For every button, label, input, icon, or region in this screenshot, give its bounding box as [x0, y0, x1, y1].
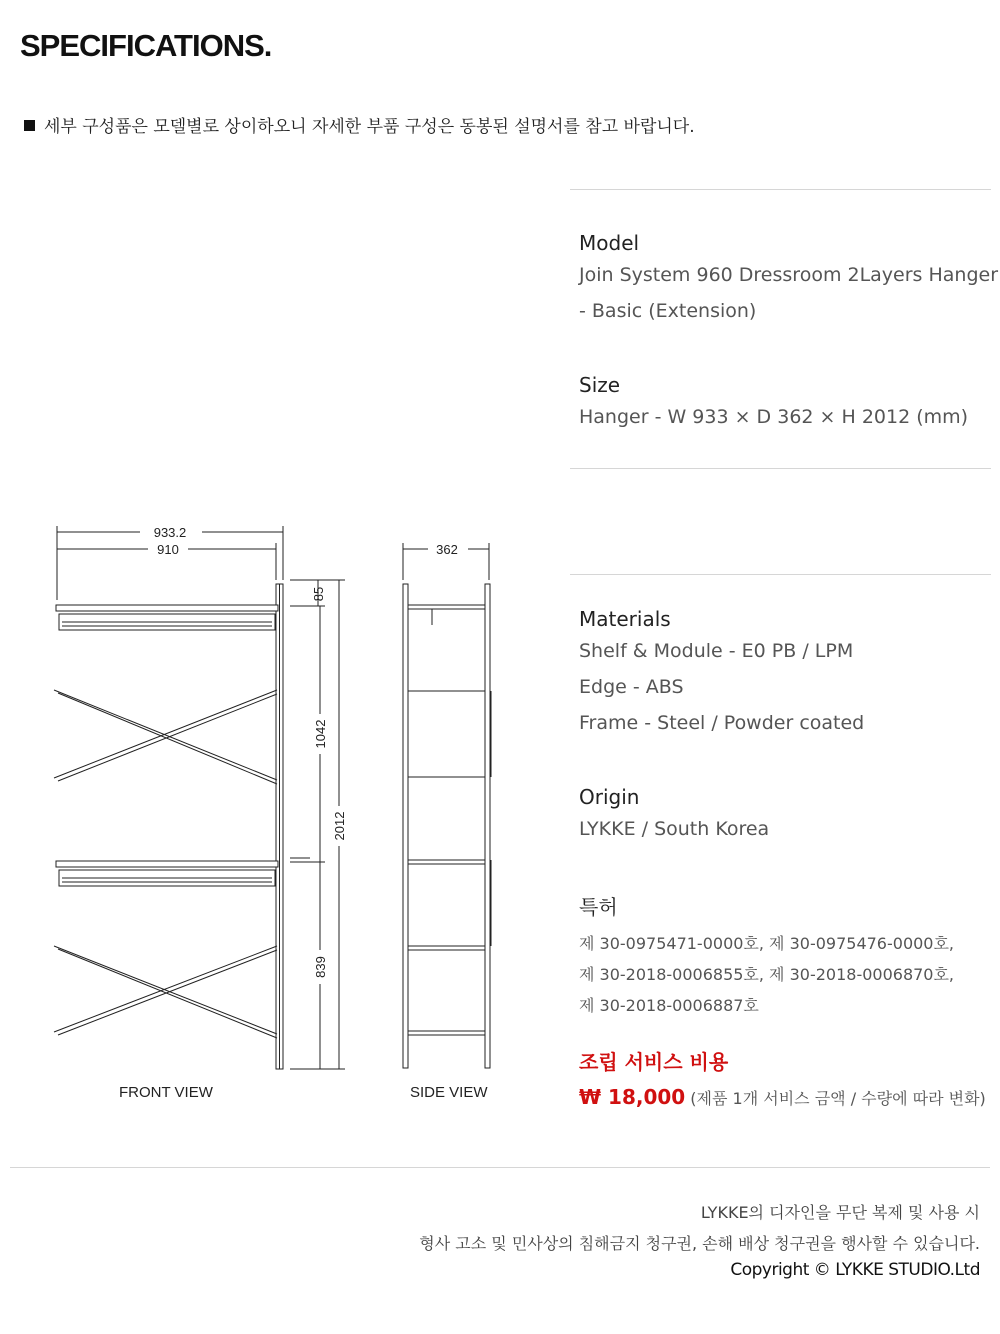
size-value: Hanger - W 933 × D 362 × H 2012 (mm): [579, 406, 969, 428]
model-line1: Join System 960 Dressroom 2Layers Hanger: [579, 264, 999, 286]
footer-line1: LYKKE의 디자인을 무단 복제 및 사용 시: [700, 1203, 980, 1222]
materials-line: Shelf & Module - E0 PB / LPM: [579, 640, 854, 662]
dim-362-label: 362: [436, 542, 458, 557]
spec-service: [579, 1046, 986, 1109]
dim-85-label: 85: [311, 586, 326, 602]
model-label: Model: [579, 231, 640, 255]
side-post-left: [403, 584, 408, 1068]
dim-1042-label: 1042: [313, 719, 328, 749]
service-note: (제품 1개 서비스 금액 / 수량에 따라 변화): [690, 1089, 986, 1108]
footer-line2: 형사 고소 및 민사상의 침해금지 청구권, 손해 배상 청구권을 행사할 수 있습니다.: [419, 1234, 980, 1253]
materials-line: Edge - ABS: [579, 676, 684, 698]
patent-line: 제 30-2018-0006887호: [579, 996, 759, 1015]
spec-drawing: [0, 510, 520, 1110]
materials-line: Frame - Steel / Powder coated: [579, 712, 865, 734]
divider-bottom: [10, 1167, 990, 1168]
spec-materials: [579, 607, 864, 741]
patent-line: 제 30-2018-0006855호, 제 30-2018-0006870호,: [579, 965, 955, 984]
patent-line: 제 30-0975471-0000호, 제 30-0975476-0000호,: [579, 934, 955, 953]
patent-label: 특허: [579, 895, 618, 919]
dim-910-label: 910: [157, 542, 179, 557]
materials-label: Materials: [579, 607, 671, 631]
page-title: SPECIFICATIONS.: [20, 28, 272, 63]
origin-value: LYKKE / South Korea: [579, 818, 770, 840]
side-post-right: [485, 584, 490, 1068]
front-view-label: FRONT VIEW: [119, 1084, 213, 1101]
front-shelf-middle: [56, 861, 278, 867]
dim-933-label: 933.2: [153, 525, 187, 540]
dim-2012-label: 2012: [332, 811, 347, 841]
copyright: Copyright © LYKKE STUDIO.Ltd: [730, 1260, 980, 1280]
spec-model: [579, 231, 998, 329]
divider-mid2: [570, 574, 991, 575]
size-label: Size: [579, 373, 621, 397]
divider-mid1: [570, 468, 991, 469]
origin-label: Origin: [579, 785, 640, 809]
square-bullet-icon: [24, 120, 35, 131]
model-line2: - Basic (Extension): [579, 300, 757, 322]
divider-top: [570, 189, 991, 190]
spec-size: [579, 373, 968, 435]
spec-patent: [579, 891, 954, 1021]
notice: [24, 112, 695, 137]
spec-origin: [579, 785, 769, 847]
side-shelf: [408, 605, 485, 609]
notice-text: 세부 구성품은 모델별로 상이하오니 자세한 부품 구성은 동봉된 설명서를 참고 바랍니다.: [44, 117, 695, 137]
dim-839-label: 839: [313, 956, 328, 978]
service-label: 조립 서비스 비용: [579, 1050, 729, 1074]
side-view-label: SIDE VIEW: [410, 1084, 488, 1101]
front-shelf-top: [56, 605, 278, 611]
service-price: ₩ 18,000: [579, 1085, 686, 1109]
